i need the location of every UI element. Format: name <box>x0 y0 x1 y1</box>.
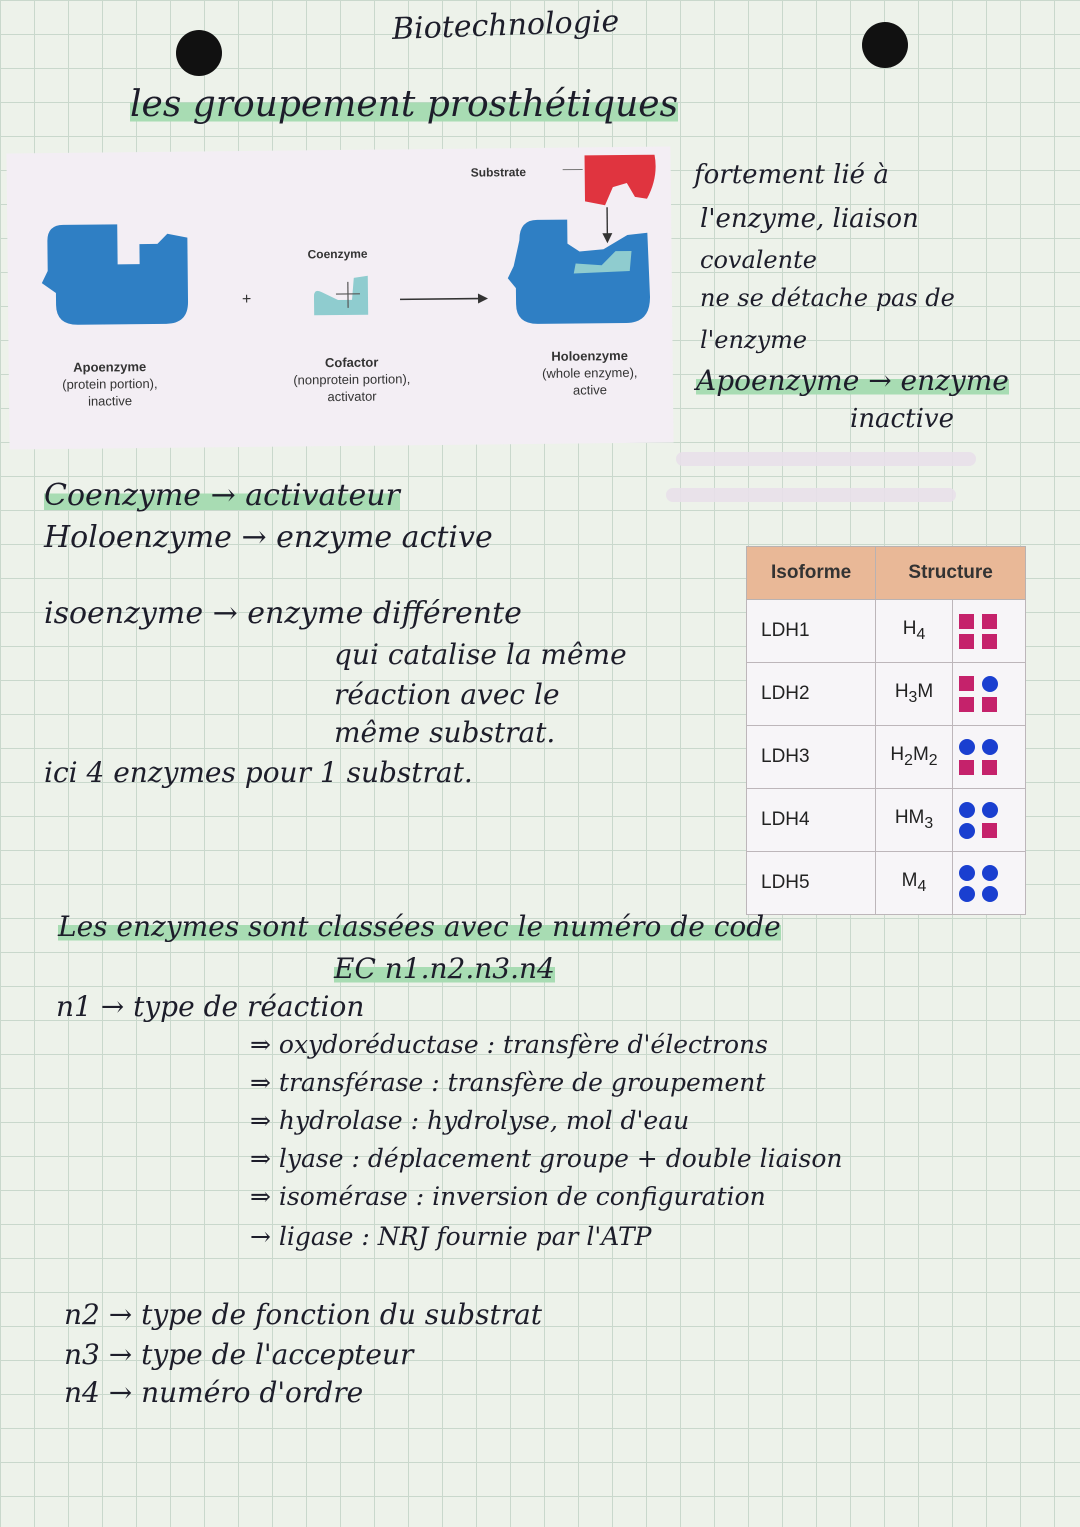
h-subunit-square <box>982 614 997 629</box>
m-subunit-circle <box>982 802 998 818</box>
plus-sign: + <box>241 290 252 309</box>
isoform-marks <box>952 852 1025 915</box>
h-subunit-square <box>982 697 997 712</box>
page-title: Biotechnologie <box>391 4 620 47</box>
cofactor-shape <box>314 276 368 316</box>
m-subunit-circle <box>959 823 975 839</box>
m-subunit-circle <box>982 739 998 755</box>
apoenzyme-shape <box>41 224 188 326</box>
ec-code: EC n1.n2.n3.n4 <box>334 952 555 985</box>
isoform-row <box>747 789 1026 852</box>
def-isoenzyme-2: qui catalise la même <box>334 638 627 671</box>
isoform-row <box>747 726 1026 789</box>
def-ici: ici 4 enzymes pour 1 substrat. <box>44 756 473 789</box>
isoform-row <box>747 663 1026 726</box>
holoenzyme-label: Holoenzyme (whole enzyme), active <box>542 347 638 398</box>
isoform-row <box>747 852 1026 915</box>
cofactor-label: Cofactor (nonprotein portion), activator <box>293 354 411 405</box>
m-subunit-circle <box>959 802 975 818</box>
m-subunit-circle <box>982 676 998 692</box>
isoform-structure: $H_2M_2$ <box>876 726 952 789</box>
subunit-marks <box>959 676 1024 712</box>
note-line-5: l'enzyme <box>700 326 808 354</box>
isoform-structure: $HM_3$ <box>876 789 952 852</box>
enzyme-type-4: ⇒ lyase : déplacement groupe + double liaison <box>250 1144 843 1173</box>
enzyme-figure <box>6 147 673 450</box>
substrate-label: Substrate <box>470 165 527 180</box>
subunit-marks <box>959 865 1024 902</box>
isoform-name: LDH1 <box>747 600 876 663</box>
h-subunit-square <box>982 634 997 649</box>
enzyme-type-3: ⇒ hydrolase : hydrolyse, mol d'eau <box>250 1106 690 1135</box>
enzyme-type-6: → ligase : NRJ fournie par l'ATP <box>250 1222 652 1251</box>
def-coenzyme: Coenzyme → activateur <box>44 478 400 513</box>
isoform-structure: $H_3M$ <box>876 663 952 726</box>
section-heading: les groupement prosthétiques <box>130 84 679 125</box>
note-line-4: ne se détache pas de <box>700 284 955 312</box>
def-isoenzyme-1: isoenzyme → enzyme différente <box>44 596 522 631</box>
enzyme-type-5: ⇒ isomérase : inversion de configuration <box>250 1182 766 1211</box>
def-isoenzyme-3: réaction avec le <box>334 678 560 711</box>
h-subunit-square <box>959 676 974 691</box>
isoform-name: LDH4 <box>747 789 876 852</box>
substrate-shape <box>585 155 657 206</box>
isoform-marks <box>952 789 1025 852</box>
enzyme-type-2: ⇒ transférase : transfère de groupement <box>250 1068 766 1097</box>
n1-description: n1 → type de réaction <box>56 990 365 1023</box>
subunit-marks <box>959 802 1024 839</box>
h-subunit-square <box>959 760 974 775</box>
h-subunit-square <box>959 614 974 629</box>
note-line-2: l'enzyme, liaison <box>700 204 919 234</box>
h-subunit-square <box>982 823 997 838</box>
note-line-3: covalente <box>700 246 817 274</box>
isoform-row <box>747 600 1026 663</box>
erased-scribble <box>676 452 976 466</box>
isoform-name: LDH5 <box>747 852 876 915</box>
m-subunit-circle <box>982 886 998 902</box>
isoform-structure: $H_4$ <box>876 600 952 663</box>
m-subunit-circle <box>959 865 975 881</box>
punch-hole-right <box>862 22 908 68</box>
n3-description: n3 → type de l'accepteur <box>64 1338 414 1371</box>
m-subunit-circle <box>959 739 975 755</box>
isoform-name: LDH2 <box>747 663 876 726</box>
reaction-arrow <box>400 299 478 300</box>
coenzyme-label: Coenzyme <box>307 246 368 262</box>
note-line-7: inactive <box>850 404 954 434</box>
subunit-marks <box>959 739 1024 775</box>
isoform-table <box>746 546 1026 915</box>
note-line-6: Apoenzyme → enzyme <box>696 364 1009 397</box>
structure-header: Structure <box>876 547 1026 600</box>
erased-scribble <box>666 488 956 502</box>
subunit-marks <box>959 614 1024 649</box>
m-subunit-circle <box>982 865 998 881</box>
isoform-marks <box>952 600 1025 663</box>
classification-intro: Les enzymes sont classées avec le numéro de code <box>58 910 781 943</box>
n4-description: n4 → numéro d'ordre <box>64 1376 364 1409</box>
isoform-marks <box>952 726 1025 789</box>
h-subunit-square <box>959 634 974 649</box>
isoform-header: Isoforme <box>747 547 876 600</box>
def-holoenzyme: Holoenzyme → enzyme active <box>44 520 493 555</box>
h-subunit-square <box>959 697 974 712</box>
enzyme-type-1: ⇒ oxydoréductase : transfère d'électrons <box>250 1030 768 1059</box>
punch-hole-left <box>176 30 222 76</box>
isoform-marks <box>952 663 1025 726</box>
apoenzyme-label: Apoenzyme (protein portion), inactive <box>62 359 158 409</box>
isoform-name: LDH3 <box>747 726 876 789</box>
n2-description: n2 → type de fonction du substrat <box>64 1298 543 1331</box>
isoform-structure: $M_4$ <box>876 852 952 915</box>
m-subunit-circle <box>959 886 975 902</box>
def-isoenzyme-4: même substrat. <box>334 716 556 749</box>
note-line-1: fortement lié à <box>694 160 889 190</box>
h-subunit-square <box>982 760 997 775</box>
